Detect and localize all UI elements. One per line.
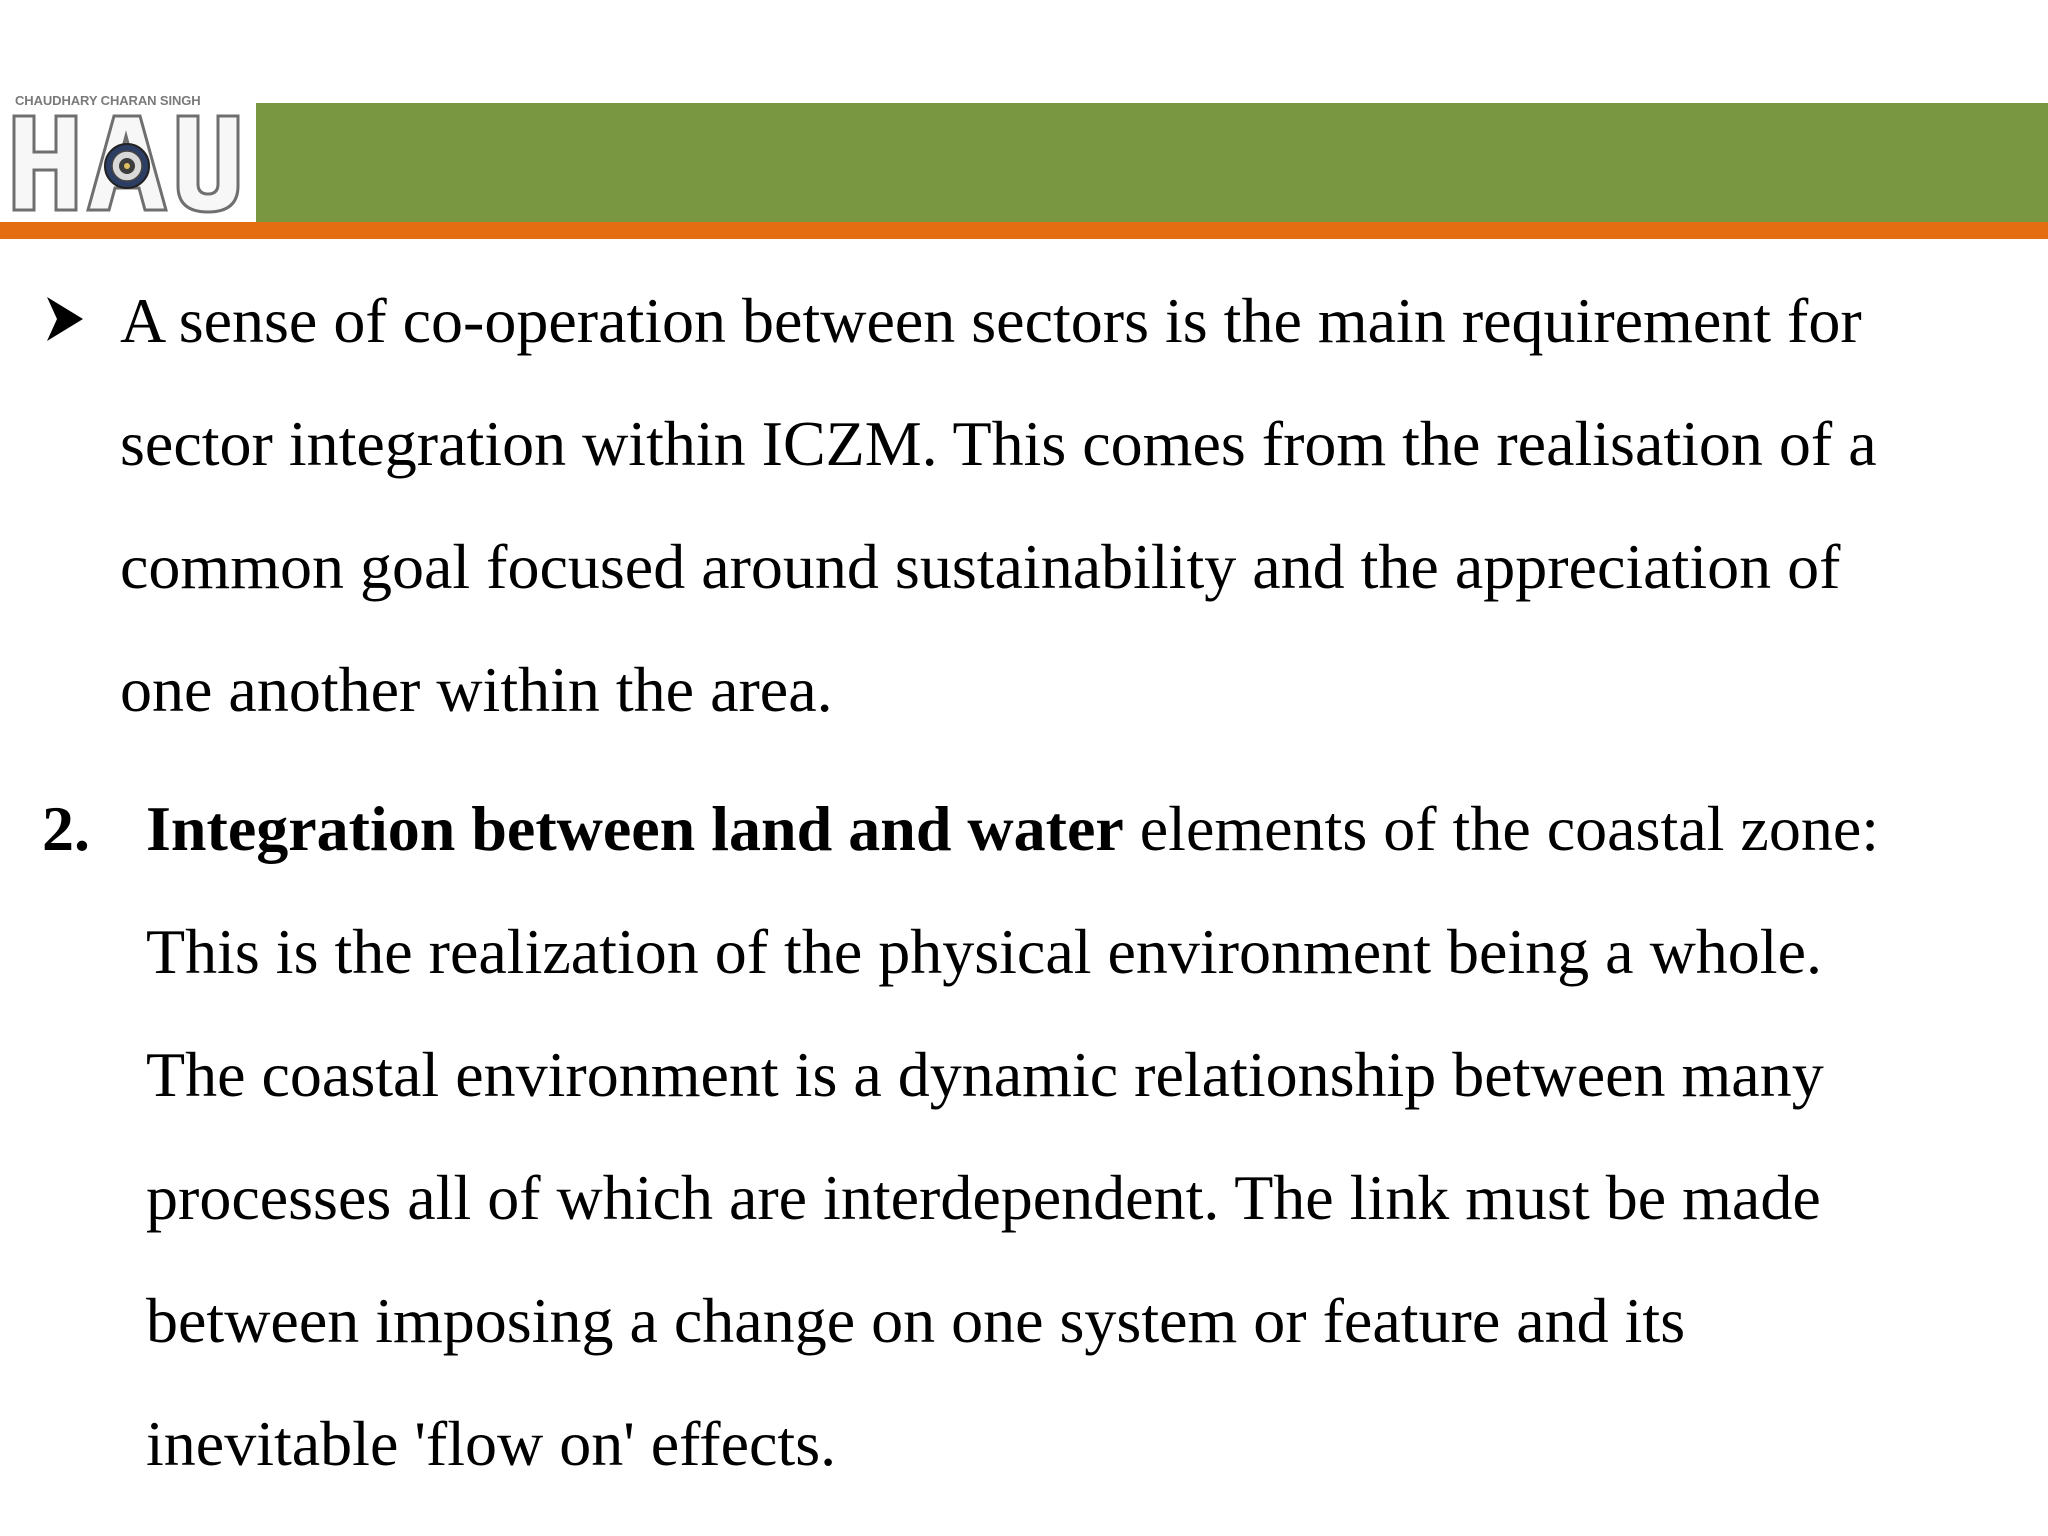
university-logo — [0, 88, 256, 222]
heading-continuation: elements of the coastal zone: — [1123, 793, 1879, 864]
paragraph-line: The coastal environment is a dynamic relationship between many — [146, 1039, 1824, 1110]
paragraph-line: common goal focused around sustainability and the appreciation of — [120, 531, 1841, 602]
paragraph-line: sector integration within ICZM. This comes from the realisation of a — [120, 408, 1877, 479]
university-seal-icon — [105, 144, 149, 188]
numbered-paragraph-2 — [146, 767, 2026, 1505]
hau-logo-letters — [10, 108, 246, 218]
paragraph-line: between imposing a change on one system or feature and its — [146, 1285, 1686, 1356]
paragraph-line: processes all of which are interdependent. The link must be made — [146, 1162, 1821, 1233]
paragraph-line: inevitable 'flow on' effects. — [146, 1408, 837, 1479]
bold-heading: Integration between land and water — [146, 793, 1124, 864]
paragraph-line: A sense of co-operation between sectors is the main requirement for — [120, 285, 1862, 356]
logo-caption: CHAUDHARY CHARAN SINGH — [15, 93, 201, 108]
bullet-paragraph-1 — [120, 259, 2020, 751]
list-number: 2. — [42, 793, 90, 864]
paragraph-line: This is the realization of the physical environment being a whole. — [146, 916, 1822, 987]
header-band — [255, 103, 2048, 223]
paragraph-line: one another within the area. — [120, 654, 833, 725]
header-accent-rule — [0, 222, 2048, 239]
paragraph-heading-line — [146, 767, 2026, 890]
arrowhead-bullet-icon — [45, 295, 85, 343]
